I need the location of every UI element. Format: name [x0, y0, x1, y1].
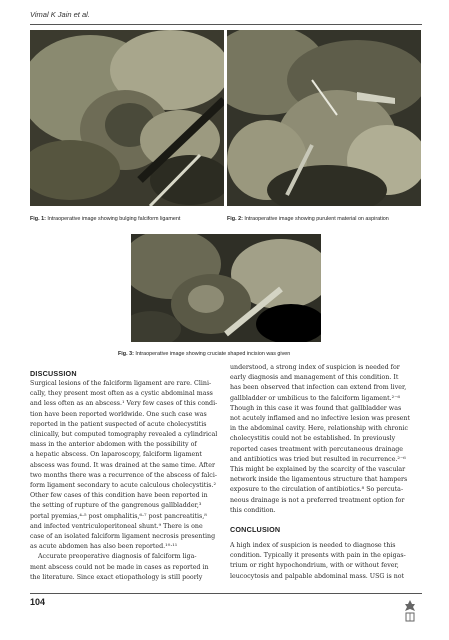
footer-rule: [30, 593, 422, 594]
conclusion-heading: CONCLUSION: [230, 525, 281, 534]
discussion-continued-text: [230, 363, 420, 516]
discussion-continued-line: this condition.: [230, 506, 276, 514]
figure-3-image: [131, 234, 321, 342]
discussion-continued-line: and antibiotics was tried but resulted in recurrence.²⁻⁶: [230, 455, 406, 463]
discussion-line: the setting of rupture of the gangrenous gallbladder,³: [30, 502, 202, 510]
conclusion-line: leucocytosis and palpable abdominal mass. USG is not: [230, 572, 405, 580]
figure-2-caption: Fig. 2: Intraoperative image showing purulent material on aspiration: [227, 216, 389, 222]
discussion-continued-line: Though in this case it was found that gallbladder was: [230, 404, 402, 412]
discussion-line: case of an isolated falciform ligament necrosis presenting: [30, 533, 216, 541]
discussion-continued-line: exposure to the circulation of antibiotics.⁸ So percuta-: [230, 486, 404, 494]
discussion-continued-line: cholecystitis could not be established. In previously: [230, 435, 396, 443]
discussion-continued-line: reported cases treatment with percutaneous drainage: [230, 445, 404, 453]
discussion-line: Accurate preoperative diagnosis of falciform liga-: [38, 553, 197, 561]
discussion-line: a hepatic abscess. On laparoscopy, falciform ligament: [30, 451, 202, 459]
discussion-continued-line: has been observed that infection can extend from liver,: [230, 384, 407, 392]
discussion-line: clinically, but computed tomography revealed a cylindrical: [30, 431, 218, 439]
discussion-line: the literature. Since exact etiopathology is still poorly: [30, 573, 203, 581]
discussion-line: and infected ventriculoperitoneal shunt.⁹ There is one: [30, 522, 203, 530]
conclusion-line: A high index of suspicion is needed to diagnose this: [230, 542, 396, 549]
page-number: 104: [30, 597, 46, 607]
discussion-line: as acute abdomen has also been reported.¹⁰·¹¹: [30, 543, 178, 551]
discussion-continued-line: understood, a strong index of suspicion is needed for: [230, 364, 400, 371]
figure-2-image: [227, 30, 421, 206]
discussion-line: Other few cases of this condition have been reported in: [30, 492, 208, 500]
conclusion-line: trium or right hypochondrium, with or without fever,: [230, 562, 399, 570]
discussion-line: portal pyemias,⁴·⁵ post omphalitis,⁶·⁷ post pancreatitis,⁸: [30, 512, 207, 520]
discussion-continued-line: early diagnosis and management of this condition. It: [230, 374, 399, 382]
running-header: Vimal K Jain et al.: [30, 10, 90, 19]
discussion-line: abscess was found. It was drained at the same time. After: [30, 461, 215, 469]
discussion-line: mass in the anterior abdomen with the possibility of: [30, 441, 197, 449]
discussion-continued-line: gallbladder or umbilicus to the falciform ligament.²⁻⁶: [230, 394, 400, 402]
discussion-line: cally, they present most often as a cystic abdominal mass: [30, 390, 213, 398]
discussion-text: [30, 379, 218, 583]
discussion-line: ment abscess could not be made in cases as reported in: [30, 563, 209, 571]
figure-3-caption: Fig. 3: Intraoperative image showing cruciate shaped incision was given: [118, 351, 291, 357]
discussion-line: form ligament secondary to acute calculous cholecystitis.²: [30, 482, 217, 490]
discussion-line: Surgical lesions of the falciform ligament are rare. Clini-: [30, 380, 212, 387]
discussion-continued-line: network inside the ligamentous structure that hampers: [230, 476, 408, 484]
discussion-continued-line: not acutely inflamed and no infective lesion was present: [230, 415, 410, 423]
publisher-logo-icon: [403, 598, 417, 624]
discussion-continued-line: neous drainage is not a preferred treatment option for: [230, 496, 405, 504]
figure-1-image: [30, 30, 224, 206]
discussion-heading: DISCUSSION: [30, 369, 77, 378]
discussion-line: two months there was a recurrence of the abscess of falci-: [30, 471, 217, 479]
header-rule: [30, 24, 422, 25]
conclusion-text: [230, 541, 420, 582]
discussion-line: reported in the patient suspected of acute cholecystitis: [30, 420, 207, 428]
figure-1-caption: Fig. 1: Intraoperative image showing bulging falciform ligament: [30, 216, 181, 222]
discussion-continued-line: in the abdominal cavity. Here, relationship with chronic: [230, 425, 409, 433]
discussion-continued-line: This might be explained by the scarcity of the vascular: [230, 466, 406, 474]
discussion-line: tion have been reported worldwide. One such case was: [30, 410, 207, 418]
discussion-line: and less often as an abscess.¹ Very few cases of this condi-: [30, 400, 218, 408]
conclusion-line: condition. Typically it presents with pain in the epigas-: [230, 552, 406, 560]
